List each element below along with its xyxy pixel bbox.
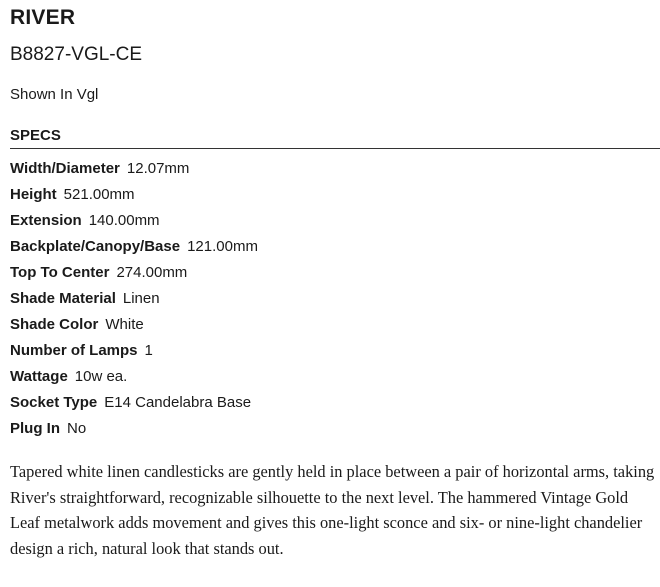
- product-sku: B8827-VGL-CE: [10, 44, 143, 65]
- spec-value: White: [105, 316, 144, 333]
- spec-list: [10, 156, 258, 442]
- spec-label: Number of Lamps: [10, 342, 138, 359]
- spec-label: Top To Center: [10, 264, 110, 281]
- spec-row-top-to-center: [10, 260, 258, 286]
- spec-label: Backplate/Canopy/Base: [10, 238, 181, 255]
- spec-label: Shade Material: [10, 290, 116, 307]
- spec-value: E14 Candelabra Base: [104, 394, 252, 411]
- spec-value: 12.07mm: [126, 160, 190, 177]
- spec-label: Width/Diameter: [10, 160, 120, 177]
- spec-row-socket-type: [10, 390, 258, 416]
- shown-in-finish: Shown In Vgl: [10, 86, 99, 103]
- spec-row-shade-color: [10, 312, 258, 338]
- product-description: Tapered white linen candlesticks are gently held in place between a pair of horizontal arms, taking River's straightforward, recognizable silhouette to the next level. The hammered Vintage Gold Leaf metalwork adds movement and gives this one-light sconce and six- or nine-light chandelier design a rich, natural look that stands out.: [10, 462, 655, 558]
- spec-value: 521.00mm: [63, 186, 135, 203]
- spec-value: Linen: [122, 290, 160, 307]
- spec-row-number-of-lamps: [10, 338, 258, 364]
- spec-value: 10w ea.: [74, 368, 128, 385]
- spec-label: Socket Type: [10, 394, 98, 411]
- specs-heading: SPECS: [10, 127, 61, 144]
- spec-label: Wattage: [10, 368, 68, 385]
- spec-value: 1: [144, 342, 153, 359]
- spec-row-backplate: [10, 234, 258, 260]
- product-title: RIVER: [10, 6, 76, 29]
- spec-row-shade-material: [10, 286, 258, 312]
- spec-label: Extension: [10, 212, 82, 229]
- spec-row-wattage: [10, 364, 258, 390]
- spec-row-plug-in: [10, 416, 258, 442]
- spec-label: Shade Color: [10, 316, 99, 333]
- spec-value: 140.00mm: [88, 212, 160, 229]
- specs-divider: [10, 148, 660, 149]
- spec-row-height: [10, 182, 258, 208]
- spec-value: 274.00mm: [116, 264, 188, 281]
- spec-value: No: [67, 420, 87, 437]
- spec-row-extension: [10, 208, 258, 234]
- spec-value: 121.00mm: [187, 238, 258, 255]
- spec-row-width-diameter: [10, 156, 258, 182]
- spec-label: Plug In: [10, 420, 60, 437]
- spec-label: Height: [10, 186, 57, 203]
